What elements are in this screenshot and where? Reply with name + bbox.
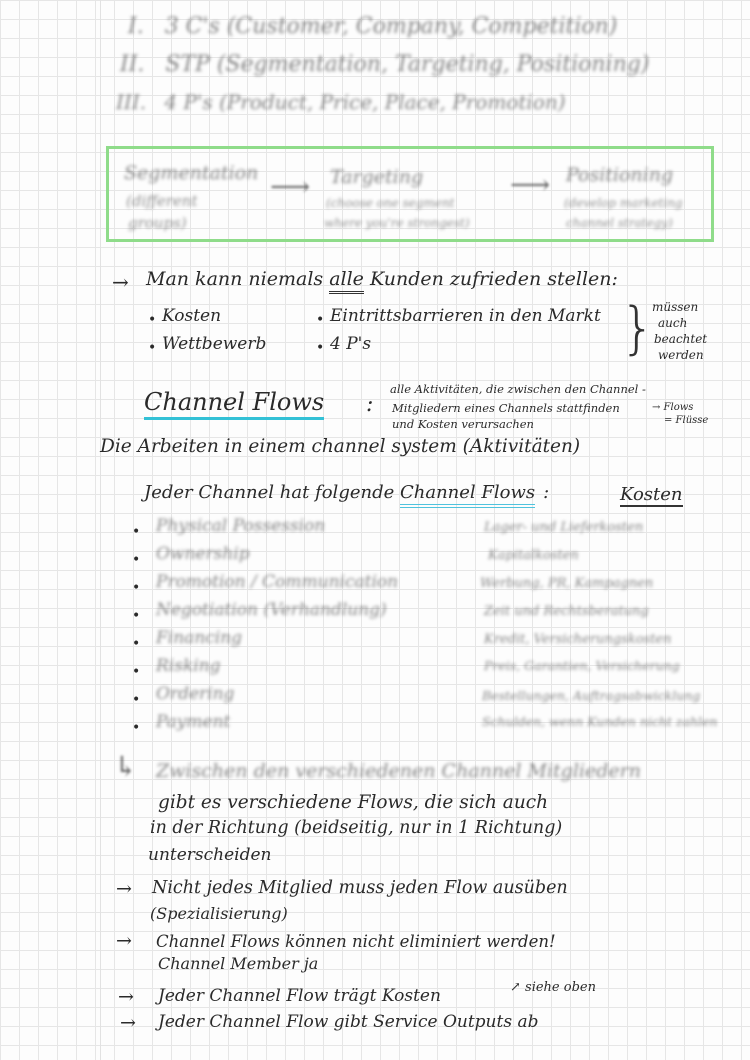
channel-intro-colon: : xyxy=(543,482,550,503)
satisfaction-bullet-left-1: Kosten xyxy=(162,306,222,326)
flow-item: Financing xyxy=(156,628,243,648)
flow-item: Payment xyxy=(156,712,231,732)
stp-segmentation-sub2: groups) xyxy=(128,214,187,232)
brace-icon: } xyxy=(620,296,656,361)
flow-item: Physical Possession xyxy=(156,516,326,536)
satisfaction-part1: Man kann niemals xyxy=(146,268,330,290)
stp-targeting-sub2: where you're strongest) xyxy=(324,216,470,230)
framework-text-2: STP (Segmentation, Targeting, Positioning) xyxy=(165,52,650,77)
flow-item: Promotion / Communication xyxy=(156,572,399,592)
cost-item: Lager- und Lieferkosten xyxy=(484,520,644,535)
framework-text-3: 4 P's (Product, Price, Place, Promotion) xyxy=(164,90,566,114)
channel-intro-line xyxy=(144,482,549,503)
between-line-4: unterscheiden xyxy=(148,845,272,865)
satisfaction-arrow: → xyxy=(112,270,129,294)
satisfaction-line xyxy=(146,268,618,290)
cost-item: Zeit und Rechtsberatung xyxy=(484,604,649,619)
flow-item: Risking xyxy=(156,656,221,676)
stp-segmentation-sub1: (different xyxy=(126,192,198,210)
framework-numeral-3: III. xyxy=(116,90,147,114)
bullet-dot: • xyxy=(132,524,141,540)
bullet-dot: • xyxy=(132,580,141,596)
framework-numeral-1: I. xyxy=(128,14,144,39)
channel-intro-flows: Channel Flows xyxy=(400,482,535,508)
point2-line-2: Channel Member ja xyxy=(158,954,319,973)
framework-item-1 xyxy=(128,14,617,39)
brace-note-2: auch xyxy=(658,316,688,330)
satisfaction-alle: alle xyxy=(329,268,364,294)
definition-line-1: alle Aktivitäten, die zwischen den Channel - xyxy=(390,382,646,396)
stp-positioning-sub2: channel strategy) xyxy=(566,216,673,230)
between-line-3: in der Richtung (beidseitig, nur in 1 Richtung) xyxy=(150,818,563,838)
satisfaction-bullet-left-2: Wettbewerb xyxy=(162,334,267,354)
point4: Jeder Channel Flow gibt Service Outputs ab xyxy=(158,1012,539,1032)
stp-targeting-sub1: (choose one segment xyxy=(326,196,455,210)
framework-item-3 xyxy=(116,90,566,114)
costs-header-text: Kosten xyxy=(620,484,683,505)
between-line-1: Zwischen den verschiedenen Channel Mitgliedern xyxy=(156,760,641,782)
bullet-dot: • xyxy=(132,692,141,708)
point3: Jeder Channel Flow trägt Kosten xyxy=(158,986,441,1006)
satisfaction-part2: Kunden zufrieden stellen: xyxy=(363,268,618,290)
brace-note-3: beachtet xyxy=(654,332,708,346)
notebook-margin-line xyxy=(100,0,101,1060)
between-line-2: gibt es verschiedene Flows, die sich auch xyxy=(158,792,549,813)
side-note-2: = Flüsse xyxy=(664,415,709,426)
satisfaction-bullet-right-1: Eintrittsbarrieren in den Markt xyxy=(330,306,601,326)
brace-note-1: müssen xyxy=(652,300,699,314)
bullet-dot: • xyxy=(132,664,141,680)
stp-positioning-sub1: (develop marketing xyxy=(564,196,683,210)
bullet-dot: • xyxy=(316,312,325,328)
framework-item-2 xyxy=(120,52,649,77)
cost-item: Schulden, wenn Kunden nicht zahlen xyxy=(482,714,718,729)
definition-line-3: und Kosten verursachen xyxy=(392,417,534,431)
point1-line-1: Nicht jedes Mitglied muss jeden Flow ausüben xyxy=(152,878,568,898)
note-arrow: → xyxy=(120,1012,136,1034)
bullet-dot: • xyxy=(316,340,325,356)
channel-flows-title-text: Channel Flows xyxy=(144,388,324,420)
hook-arrow-icon: ↳ xyxy=(114,750,138,783)
cost-item: Bestellungen, Auftragsabwicklung xyxy=(482,688,701,703)
brace-note-4: werden xyxy=(658,348,704,362)
point3-note: ↗ siehe oben xyxy=(510,980,596,995)
satisfaction-bullet-right-2: 4 P's xyxy=(330,334,372,354)
stp-targeting-title: Targeting xyxy=(330,166,424,188)
side-note-1: → Flows xyxy=(652,402,694,413)
bullet-dot: • xyxy=(148,340,157,356)
flow-item: Ownership xyxy=(156,544,250,564)
cost-item: Werbung, PR, Kampagnen xyxy=(480,576,654,591)
stp-arrow-2: ⟶ xyxy=(510,168,551,201)
bullet-dot: • xyxy=(132,720,141,736)
work-line: Die Arbeiten in einem channel system (Aktivitäten) xyxy=(100,436,581,457)
cost-item: Kapitalkosten xyxy=(488,548,579,563)
channel-flows-title xyxy=(144,388,324,416)
cost-item: Kredit, Versicherungskosten xyxy=(484,632,672,647)
channel-flows-colon: : xyxy=(366,392,374,417)
point1-line-2: (Spezialisierung) xyxy=(150,904,288,923)
flow-item: Ordering xyxy=(156,684,235,704)
bullet-dot: • xyxy=(148,312,157,328)
stp-positioning-title: Positioning xyxy=(566,164,674,186)
note-arrow: → xyxy=(116,878,132,900)
framework-numeral-2: II. xyxy=(120,52,145,77)
channel-intro-part1: Jeder Channel hat folgende xyxy=(144,482,400,503)
note-arrow: → xyxy=(116,930,132,952)
bullet-dot: • xyxy=(132,552,141,568)
cost-item: Preis, Garantien, Versicherung xyxy=(484,658,680,673)
stp-segmentation-title: Segmentation xyxy=(124,162,259,184)
bullet-dot: • xyxy=(132,636,141,652)
framework-text-1: 3 C's (Customer, Company, Competition) xyxy=(164,14,618,39)
stp-arrow-1: ⟶ xyxy=(270,170,311,203)
flow-item: Negotiation (Verhandlung) xyxy=(156,600,387,620)
note-arrow: → xyxy=(118,986,134,1008)
bullet-dot: • xyxy=(132,608,141,624)
point2-line-1: Channel Flows können nicht eliminiert werden! xyxy=(156,932,556,951)
definition-line-2: Mitgliedern eines Channels stattfinden xyxy=(392,401,620,415)
costs-header xyxy=(620,484,683,505)
